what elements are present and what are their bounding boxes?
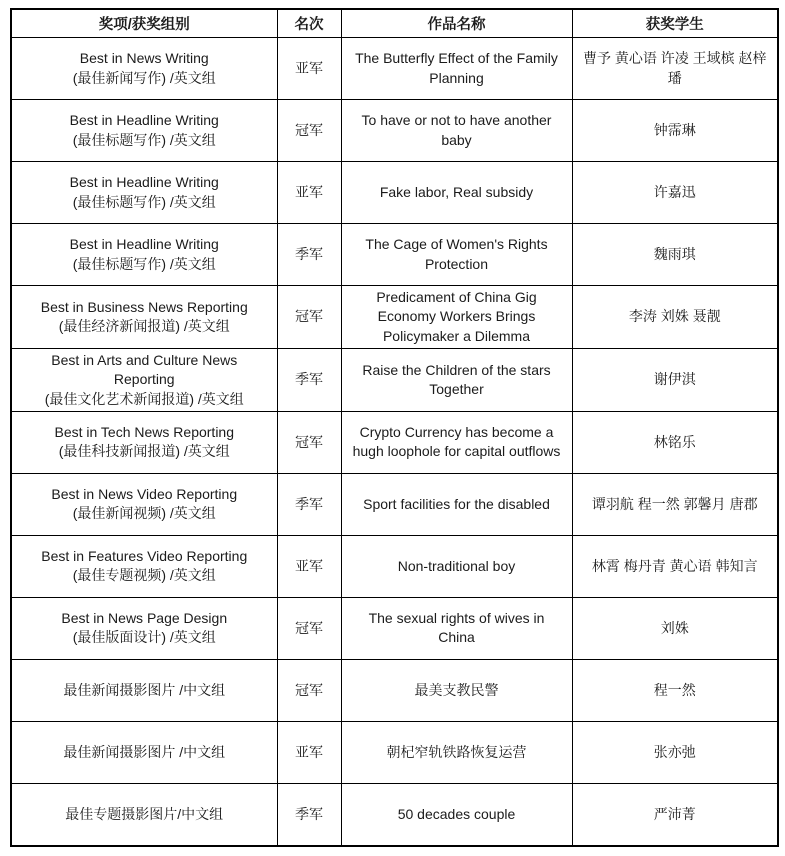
award-line: (最佳专题视频) /英文组 bbox=[72, 567, 216, 584]
rank-cell: 冠军 bbox=[277, 286, 341, 349]
award-category-cell bbox=[11, 38, 277, 100]
award-line: (最佳标题写作) /英文组 bbox=[72, 255, 216, 272]
students-cell: 许嘉迅 bbox=[572, 162, 778, 224]
table-row bbox=[11, 348, 778, 411]
header-row bbox=[11, 9, 778, 38]
awards-table-header bbox=[11, 9, 778, 38]
work-title-cell: 朝杞窄轨铁路恢复运营 bbox=[341, 721, 572, 783]
table-row bbox=[11, 659, 778, 721]
work-title-cell: Raise the Children of the stars Together bbox=[341, 348, 572, 411]
table-row bbox=[11, 38, 778, 100]
award-line: (最佳经济新闻报道) /英文组 bbox=[58, 317, 230, 334]
award-category-cell bbox=[11, 286, 277, 349]
table-row bbox=[11, 473, 778, 535]
award-line: Best in Features Video Reporting bbox=[41, 548, 248, 565]
work-title-cell: Fake labor, Real subsidy bbox=[341, 162, 572, 224]
award-line: Best in News Writing bbox=[79, 50, 209, 67]
work-title-cell: The Cage of Women's Rights Protection bbox=[341, 224, 572, 286]
work-title-cell: Non-traditional boy bbox=[341, 535, 572, 597]
work-title-cell: 最美支教民警 bbox=[341, 659, 572, 721]
students-cell: 魏雨琪 bbox=[572, 224, 778, 286]
award-category-cell bbox=[11, 162, 277, 224]
header-students: 获奖学生 bbox=[572, 9, 778, 38]
work-title-cell: Crypto Currency has become a hugh loophole for capital outflows bbox=[341, 411, 572, 473]
award-line: (最佳版面设计) /英文组 bbox=[72, 629, 216, 646]
award-category-cell bbox=[11, 659, 277, 721]
award-line: Best in Headline Writing bbox=[69, 112, 219, 129]
students-cell: 刘姝 bbox=[572, 597, 778, 659]
table-row bbox=[11, 597, 778, 659]
rank-cell: 亚军 bbox=[277, 721, 341, 783]
students-cell: 钟霈琳 bbox=[572, 100, 778, 162]
rank-cell: 亚军 bbox=[277, 535, 341, 597]
work-title-cell: Predicament of China Gig Economy Workers Brings Policymaker a Dilemma bbox=[341, 286, 572, 349]
work-title-cell: Sport facilities for the disabled bbox=[341, 473, 572, 535]
rank-cell: 季军 bbox=[277, 348, 341, 411]
award-category-cell bbox=[11, 721, 277, 783]
award-category-cell bbox=[11, 783, 277, 846]
rank-cell: 冠军 bbox=[277, 411, 341, 473]
students-cell: 李涛 刘姝 聂靓 bbox=[572, 286, 778, 349]
table-row bbox=[11, 411, 778, 473]
work-title-cell: The sexual rights of wives in China bbox=[341, 597, 572, 659]
award-line: Best in Tech News Reporting bbox=[54, 424, 234, 441]
table-row bbox=[11, 286, 778, 349]
award-category-cell bbox=[11, 100, 277, 162]
award-category-cell bbox=[11, 411, 277, 473]
rank-cell: 冠军 bbox=[277, 597, 341, 659]
table-row bbox=[11, 162, 778, 224]
students-cell: 严沛菁 bbox=[572, 783, 778, 846]
award-line: Best in News Page Design bbox=[61, 610, 228, 627]
award-line: 最佳新闻摄影图片 /中文组 bbox=[63, 743, 226, 760]
award-line: 最佳专题摄影图片/中文组 bbox=[65, 805, 224, 822]
table-row bbox=[11, 100, 778, 162]
awards-table bbox=[10, 8, 779, 847]
table-row bbox=[11, 224, 778, 286]
table-row bbox=[11, 721, 778, 783]
awards-table-body bbox=[11, 38, 778, 846]
header-rank: 名次 bbox=[277, 9, 341, 38]
students-cell: 曹予 黄心语 许凌 王域槟 赵梓璠 bbox=[572, 38, 778, 100]
header-award-category: 奖项/获奖组别 bbox=[11, 9, 277, 38]
award-line: (最佳标题写作) /英文组 bbox=[72, 193, 216, 210]
award-line: Best in Headline Writing bbox=[69, 236, 219, 253]
table-row bbox=[11, 535, 778, 597]
students-cell: 张亦弛 bbox=[572, 721, 778, 783]
award-line: (最佳科技新闻报道) /英文组 bbox=[58, 443, 230, 460]
award-line: Best in Business News Reporting bbox=[40, 298, 248, 315]
rank-cell: 季军 bbox=[277, 473, 341, 535]
rank-cell: 亚军 bbox=[277, 38, 341, 100]
award-line: (最佳标题写作) /英文组 bbox=[72, 131, 216, 148]
award-category-cell bbox=[11, 473, 277, 535]
award-category-cell bbox=[11, 535, 277, 597]
header-work-title: 作品名称 bbox=[341, 9, 572, 38]
rank-cell: 季军 bbox=[277, 783, 341, 846]
work-title-cell: 50 decades couple bbox=[341, 783, 572, 846]
students-cell: 林铭乐 bbox=[572, 411, 778, 473]
award-line: 最佳新闻摄影图片 /中文组 bbox=[63, 681, 226, 698]
work-title-cell: To have or not to have another baby bbox=[341, 100, 572, 162]
students-cell: 谢伊淇 bbox=[572, 348, 778, 411]
award-line: (最佳新闻写作) /英文组 bbox=[72, 69, 216, 86]
award-line: (最佳文化艺术新闻报道) /英文组 bbox=[44, 390, 244, 407]
table-row bbox=[11, 783, 778, 846]
award-category-cell bbox=[11, 597, 277, 659]
rank-cell: 季军 bbox=[277, 224, 341, 286]
students-cell: 程一然 bbox=[572, 659, 778, 721]
rank-cell: 冠军 bbox=[277, 659, 341, 721]
award-line: Best in News Video Reporting bbox=[51, 486, 238, 503]
award-category-cell bbox=[11, 348, 277, 411]
award-line: Best in Headline Writing bbox=[69, 174, 219, 191]
award-line: (最佳新闻视频) /英文组 bbox=[72, 505, 216, 522]
work-title-cell: The Butterfly Effect of the Family Planning bbox=[341, 38, 572, 100]
award-line: Best in Arts and Culture News Reporting bbox=[51, 351, 238, 388]
award-category-cell bbox=[11, 224, 277, 286]
rank-cell: 冠军 bbox=[277, 100, 341, 162]
students-cell: 林霄 梅丹青 黄心语 韩知言 bbox=[572, 535, 778, 597]
rank-cell: 亚军 bbox=[277, 162, 341, 224]
students-cell: 谭羽航 程一然 郭馨月 唐郡 bbox=[572, 473, 778, 535]
